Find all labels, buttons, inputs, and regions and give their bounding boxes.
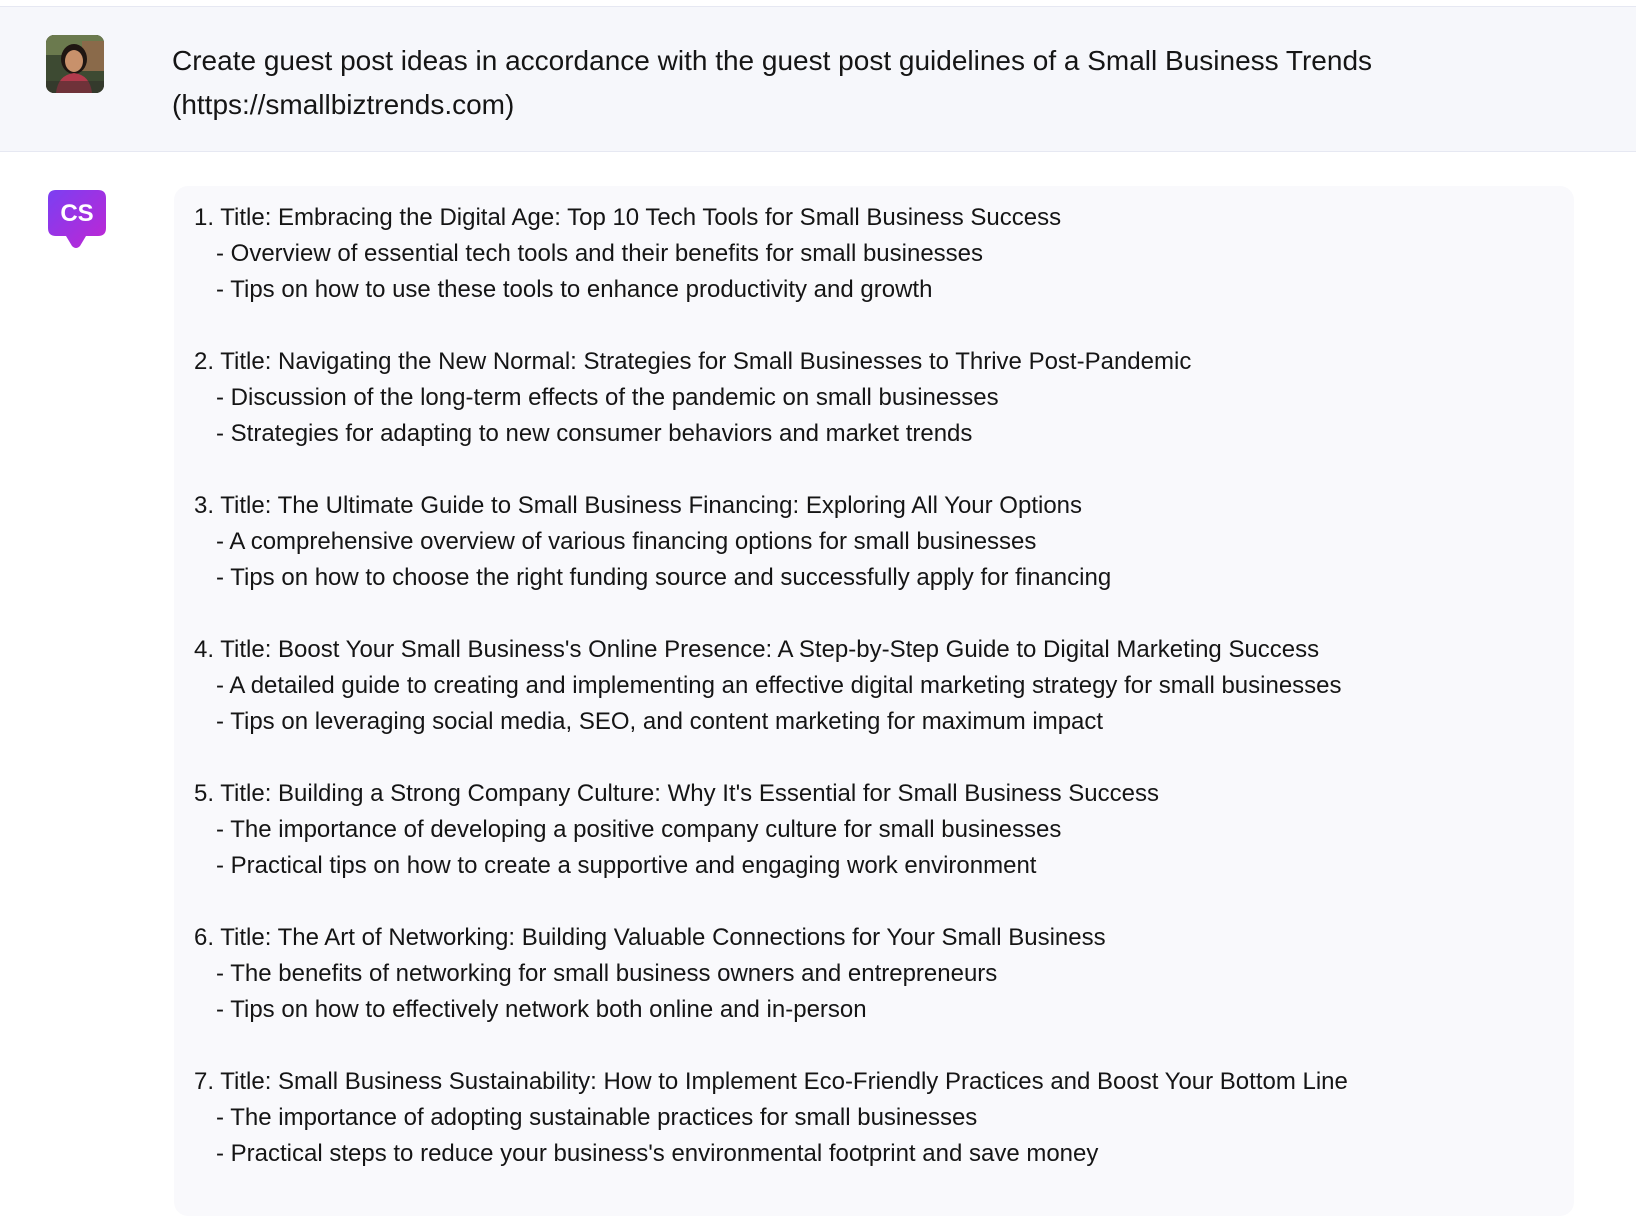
idea-point: - Tips on leveraging social media, SEO, and content marketing for maximum impact: [216, 708, 1104, 735]
idea-title: 5. Title: Building a Strong Company Culture: Why It's Essential for Small Business Success: [194, 780, 1159, 807]
idea-item: [194, 488, 1554, 596]
assistant-avatar-label: CS: [60, 200, 94, 227]
idea-title: 7. Title: Small Business Sustainability: How to Implement Eco-Friendly Practices and Boost Your Bottom Line: [194, 1068, 1348, 1095]
user-message-line-2: (https://smallbiztrends.com): [172, 89, 515, 120]
user-message-row: [0, 7, 1636, 152]
idea-point: - The importance of adopting sustainable practices for small businesses: [216, 1104, 978, 1131]
idea-item: [194, 200, 1554, 308]
idea-title: 6. Title: The Art of Networking: Building Valuable Connections for Your Small Business: [194, 924, 1106, 951]
idea-item: [194, 632, 1554, 740]
idea-point: - The benefits of networking for small business owners and entrepreneurs: [216, 960, 998, 987]
idea-title: 1. Title: Embracing the Digital Age: Top 10 Tech Tools for Small Business Success: [194, 204, 1062, 231]
user-avatar: [46, 35, 104, 93]
idea-item: [194, 920, 1554, 1028]
idea-point: - Practical tips on how to create a supportive and engaging work environment: [216, 852, 1037, 879]
user-message-text: [172, 39, 1472, 127]
idea-item: [194, 344, 1554, 452]
idea-point: - Practical steps to reduce your business's environmental footprint and save money: [216, 1140, 1099, 1167]
assistant-avatar: [46, 188, 108, 250]
idea-point: - A comprehensive overview of various financing options for small businesses: [216, 528, 1037, 555]
idea-point: - Tips on how to use these tools to enhance productivity and growth: [216, 276, 933, 303]
idea-point: - A detailed guide to creating and implementing an effective digital marketing strategy for small businesses: [216, 672, 1342, 699]
idea-item: [194, 776, 1554, 884]
idea-title: 2. Title: Navigating the New Normal: Strategies for Small Businesses to Thrive Post-Pandemic: [194, 348, 1192, 375]
idea-item: [194, 1064, 1554, 1172]
idea-title: 4. Title: Boost Your Small Business's Online Presence: A Step-by-Step Guide to Digital Marketing Success: [194, 636, 1320, 663]
idea-point: - Tips on how to choose the right funding source and successfully apply for financing: [216, 564, 1112, 591]
idea-point: - Tips on how to effectively network both online and in-person: [216, 996, 867, 1023]
idea-point: - Strategies for adapting to new consumer behaviors and market trends: [216, 420, 973, 447]
assistant-response: [174, 186, 1574, 1216]
user-message-line-1: Create guest post ideas in accordance with the guest post guidelines of a Small Business Trends: [172, 45, 1373, 76]
idea-point: - The importance of developing a positive company culture for small businesses: [216, 816, 1062, 843]
idea-point: - Overview of essential tech tools and their benefits for small businesses: [216, 240, 984, 267]
idea-point: - Discussion of the long-term effects of the pandemic on small businesses: [216, 384, 999, 411]
idea-title: 3. Title: The Ultimate Guide to Small Business Financing: Exploring All Your Options: [194, 492, 1083, 519]
